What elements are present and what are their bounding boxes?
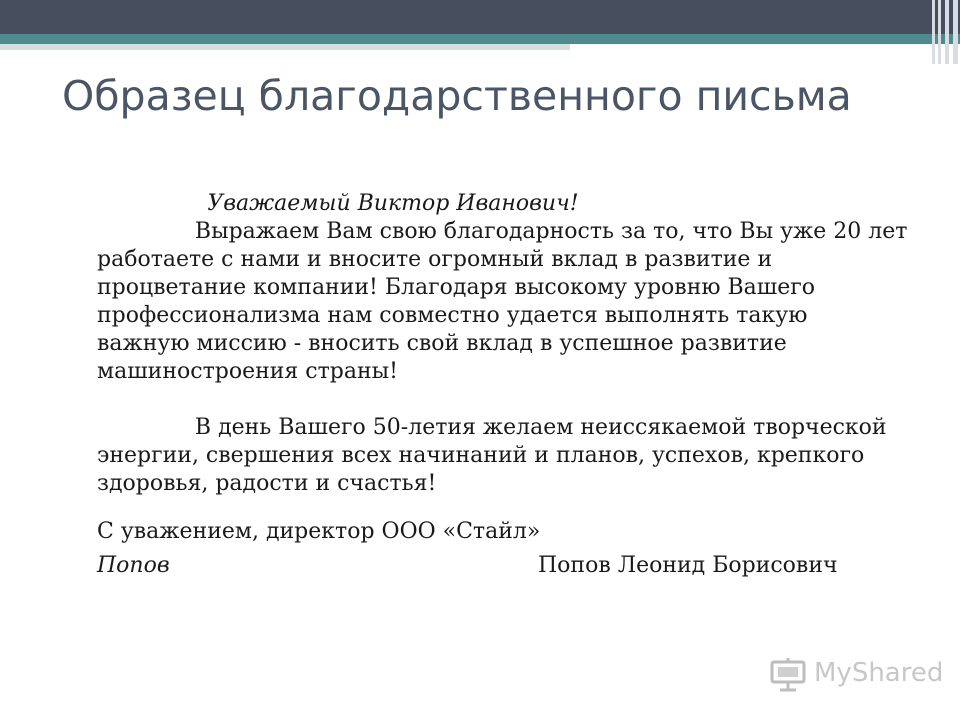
signature: Попов — [97, 553, 170, 578]
paragraph-line: здоровья, радости и счастья! — [97, 471, 437, 496]
paragraph-line: процветание компании! Благодаря высокому уровню Вашего — [97, 275, 816, 300]
watermark-text: MyShared — [814, 658, 944, 688]
letter-greeting: Уважаемый Виктор Иванович! — [207, 191, 579, 216]
signature-row — [97, 552, 917, 580]
letter-paragraph-1 — [97, 218, 917, 386]
paragraph-line: энергии, свершения всех начинаний и планов, успехов, крепкого — [97, 443, 865, 468]
corner-stripe — [953, 0, 958, 64]
watermark-logo — [770, 658, 944, 692]
paragraph-line: машиностроения страны! — [97, 359, 398, 384]
signer-name: Попов Леонид Борисович — [538, 553, 838, 578]
paragraph-line: Выражаем Вам свою благодарность за то, что Вы уже 20 лет — [97, 219, 908, 244]
paragraph-line: работаете с нами и вносите огромный вклад в развитие и — [97, 247, 773, 272]
corner-stripe — [932, 0, 935, 64]
paragraph-line: В день Вашего 50-летия желаем неиссякаемой творческой — [97, 415, 887, 440]
letter-body — [97, 190, 917, 580]
corner-stripe — [938, 0, 941, 64]
top-bar — [0, 0, 960, 34]
slide-title: Образец благодарственного письма — [62, 72, 852, 120]
accent-line — [570, 48, 888, 51]
paragraph-line: важную миссию - вносить свой вклад в успешное развитие — [97, 331, 787, 356]
accent-band — [0, 34, 960, 44]
presentation-board-icon — [770, 658, 806, 692]
letter-closing: С уважением, директор ООО «Стайл» — [97, 519, 541, 544]
corner-stripe — [945, 0, 949, 64]
paragraph-spacer — [97, 386, 917, 414]
letter-paragraph-2 — [97, 414, 917, 498]
paragraph-spacer — [97, 498, 917, 518]
paragraph-line: профессионализма нам совместно удается выполнять такую — [97, 303, 808, 328]
accent-band-light — [0, 44, 570, 50]
